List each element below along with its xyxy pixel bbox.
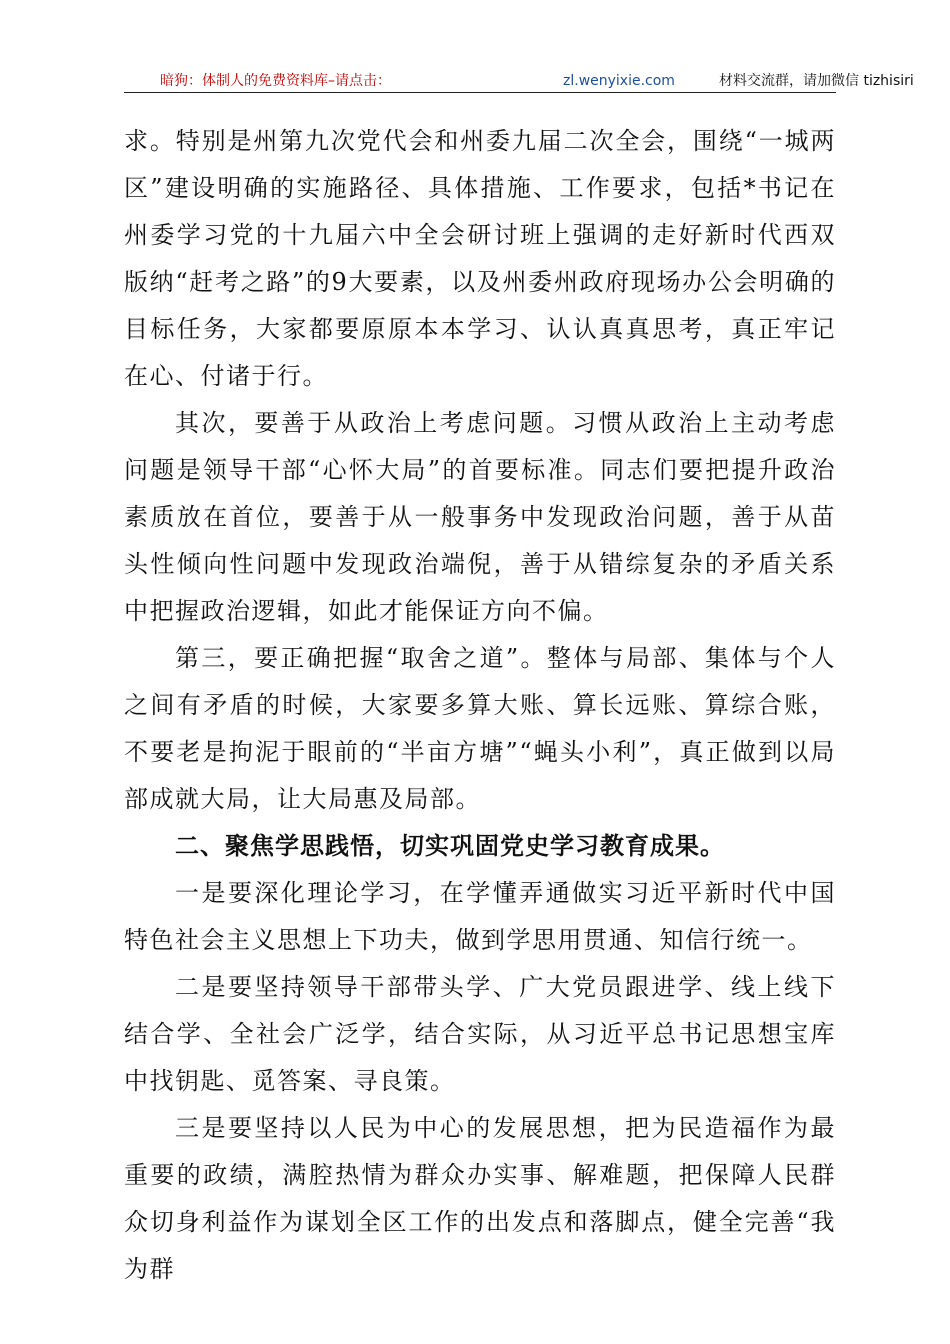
paragraph: 三是要坚持以人民为中心的发展思想，把为民造福作为最重要的政绩，满腔热情为群众办实事、解难题，把保障人民群众切身利益作为谋划全区工作的出发点和落脚点，健全完善“我为群: [124, 1114, 836, 1283]
header-site-link[interactable]: zl.wenyixie.com: [563, 73, 675, 89]
paragraph: 第三，要正确把握“取舍之道”。整体与局部、集体与个人之间有矛盾的时候，大家要多算大账、算长远账、算综合账，不要老是拘泥于眼前的“半亩方塘”“蝇头小利”，真正做到以局部成就大局，让大局惠及局部。: [124, 644, 836, 813]
paragraph: 其次，要善于从政治上考虑问题。习惯从政治上主动考虑问题是领导干部“心怀大局”的首要标准。同志们要把提升政治素质放在首位，要善于从一般事务中发现政治问题，善于从苗头性倾向性问题中发现政治端倪，善于从错综复杂的矛盾关系中把握政治逻辑，如此才能保证方向不偏。: [124, 409, 836, 625]
section-heading: 二、聚焦学思践悟，切实巩固党史学习教育成果。: [175, 832, 725, 860]
paragraph-continuation: 求。特别是州第九次党代会和州委九届二次全会，围绕“一城两区”建设明确的实施路径、具体措施、工作要求，包括*书记在州委学习党的十九届六中全会研讨班上强调的走好新时代西双版纳“赶考之路”的9大要素，以及州委州政府现场办公会明确的目标任务，大家都要原原本本学习、认认真真思考，真正牢记在心、付诸于行。: [124, 127, 836, 390]
document-body: [124, 118, 836, 1293]
header-brand: 暗狗：体制人的免费资料库–请点击：: [160, 73, 391, 89]
paragraph: 一是要深化理论学习，在学懂弄通做实习近平新时代中国特色社会主义思想上下功夫，做到学思用贯通、知信行统一。: [124, 879, 836, 954]
header-wechat: 材料交流群，请加微信 tizhisiri: [719, 73, 914, 89]
header-prompt: –请点击：: [328, 73, 391, 89]
paragraph: 二是要坚持领导干部带头学、广大党员跟进学、线上线下结合学、全社会广泛学，结合实际，从习近平总书记思想宝库中找钥匙、觅答案、寻良策。: [124, 973, 836, 1095]
page-header: [124, 70, 914, 93]
